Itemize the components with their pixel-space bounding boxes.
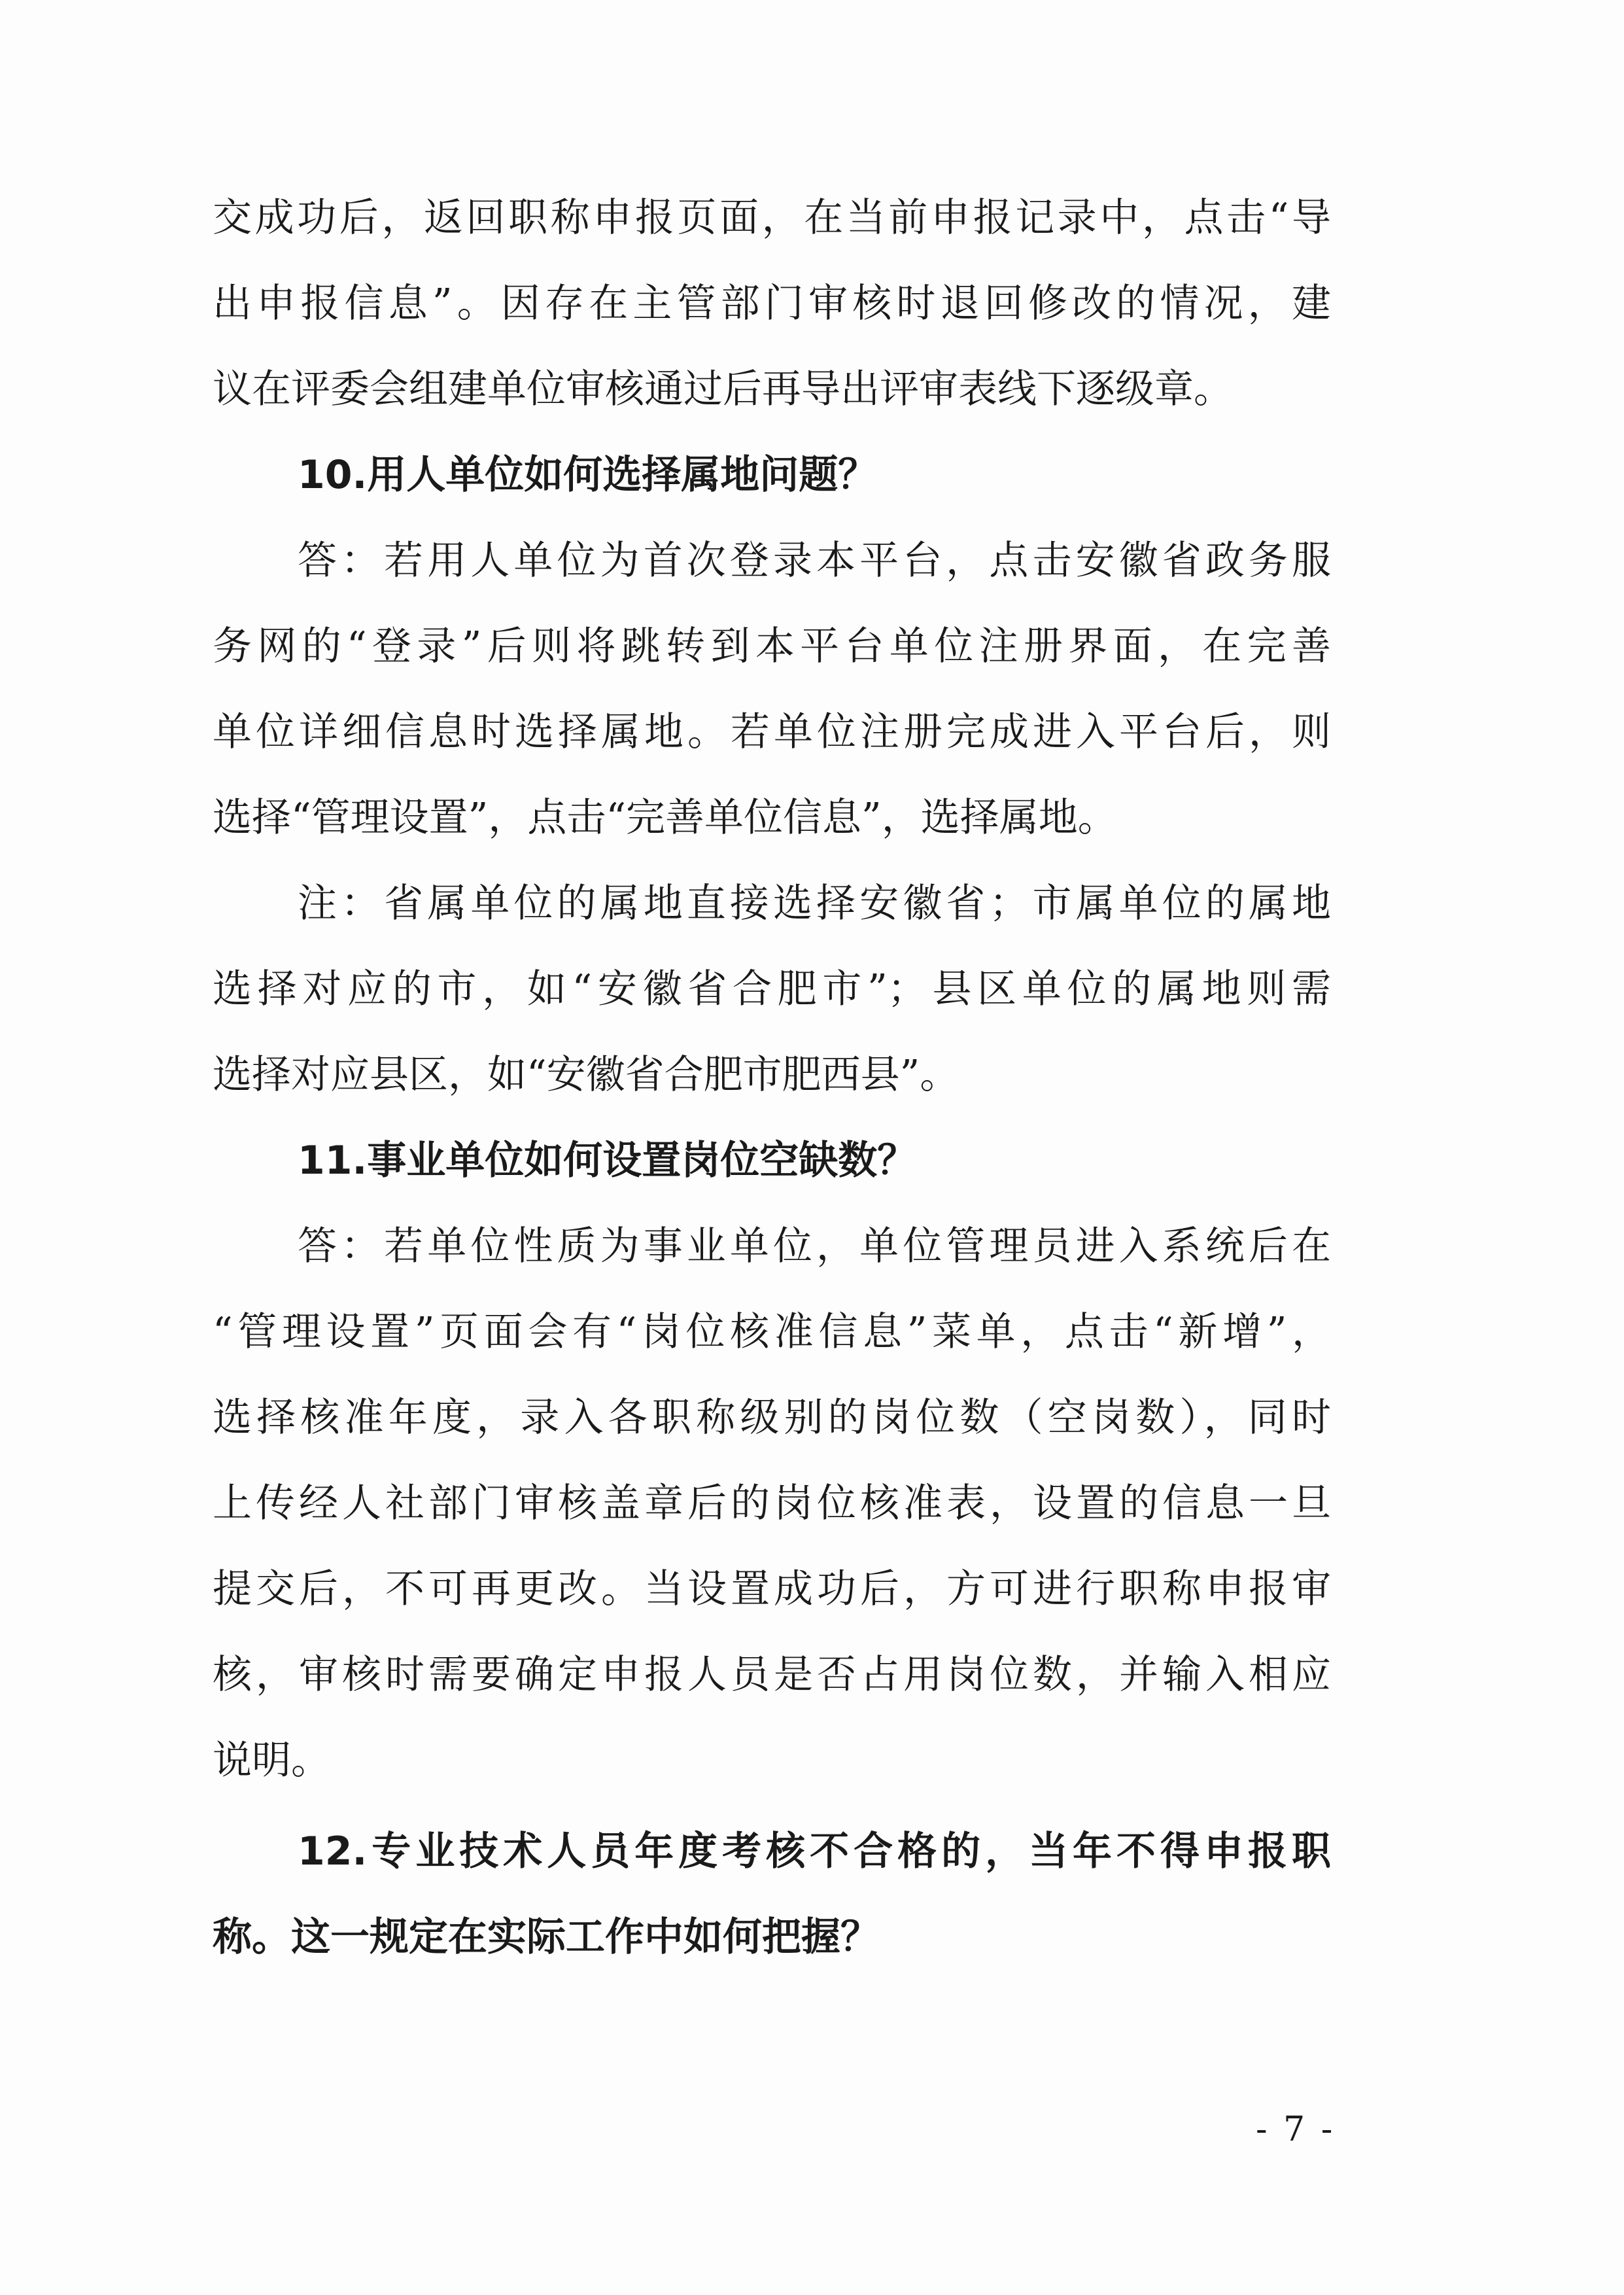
answer-line: 务网的“登录”后则将跳转到本平台单位注册界面，在完善 xyxy=(213,623,1331,669)
page-number: - 7 - xyxy=(1256,2110,1336,2149)
note-line: 注：省属单位的属地直接选择安徽省；市属单位的属地 xyxy=(298,881,1331,926)
answer-line: 答：若单位性质为事业单位，单位管理员进入系统后在 xyxy=(298,1223,1331,1269)
section-heading-11: 11.事业单位如何设置岗位空缺数？ xyxy=(298,1138,917,1183)
paragraph-line: 交成功后，返回职称申报页面，在当前申报记录中，点击“导 xyxy=(213,195,1331,241)
paragraph-line: 议在评委会组建单位审核通过后再导出评审表线下逐级章。 xyxy=(213,366,1233,412)
paragraph-line: 出申报信息”。因存在主管部门审核时退回修改的情况，建 xyxy=(213,281,1331,326)
answer-line: 核，审核时需要确定申报人员是否占用岗位数，并输入相应 xyxy=(213,1652,1331,1698)
note-line: 选择对应县区，如“安徽省合肥市肥西县”。 xyxy=(213,1052,959,1098)
section-heading-10: 10.用人单位如何选择属地问题？ xyxy=(298,452,878,498)
answer-line: 提交后，不可再更改。当设置成功后，方可进行职称申报审 xyxy=(213,1566,1331,1612)
answer-line: 选择“管理设置”，点击“完善单位信息”，选择属地。 xyxy=(213,795,1117,841)
section-heading-12-cont: 称。这一规定在实际工作中如何把握？ xyxy=(213,1914,880,1960)
section-heading-12: 12.专业技术人员年度考核不合格的，当年不得申报职 xyxy=(298,1829,1331,1874)
note-line: 选择对应的市，如“安徽省合肥市”；县区单位的属地则需 xyxy=(213,966,1331,1012)
answer-line: 单位详细信息时选择属地。若单位注册完成进入平台后，则 xyxy=(213,709,1331,755)
answer-line: 上传经人社部门审核盖章后的岗位核准表，设置的信息一旦 xyxy=(213,1480,1331,1526)
document-body xyxy=(213,196,1331,2001)
answer-line: 说明。 xyxy=(213,1738,330,1783)
answer-line: 选择核准年度，录入各职称级别的岗位数（空岗数），同时 xyxy=(213,1395,1331,1441)
answer-line: 答：若用人单位为首次登录本平台，点击安徽省政务服 xyxy=(298,538,1331,584)
answer-line: “管理设置”页面会有“岗位核准信息”菜单，点击“新增”， xyxy=(213,1309,1331,1355)
